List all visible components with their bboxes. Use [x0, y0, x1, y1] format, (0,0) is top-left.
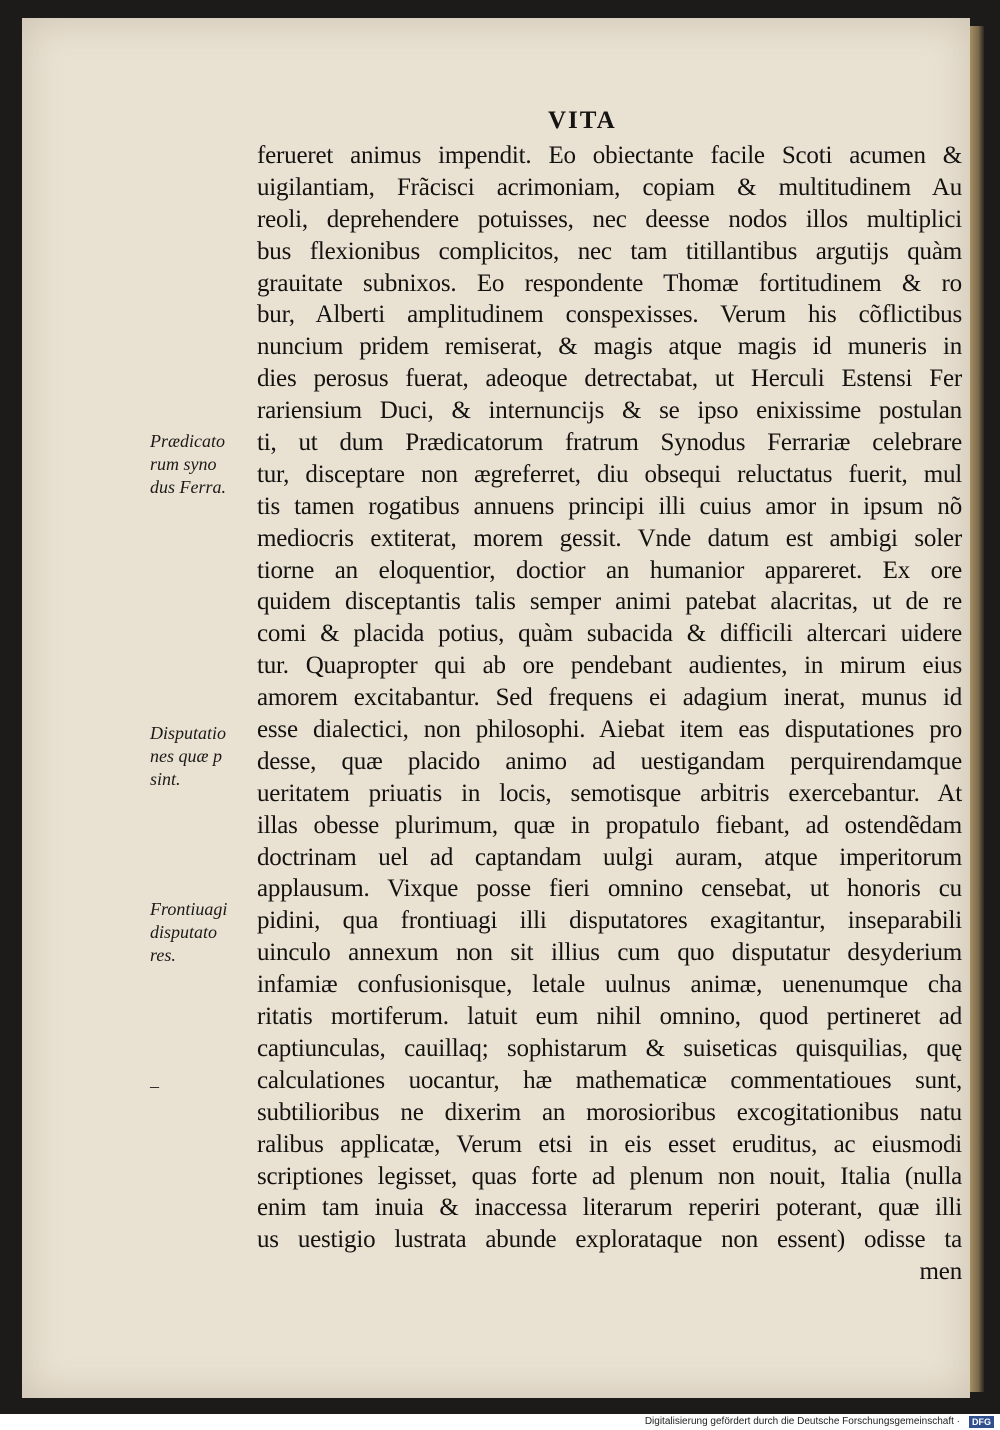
marginal-note-synodus: [150, 430, 254, 499]
text-line: doctrinam uel ad captandam uulgi auram, atque imperitorum: [257, 843, 962, 871]
text-line: uigilantiam, Frãcisci acrimoniam, copiam & multitudinem Au: [257, 173, 962, 201]
marginal-note-line: rum syno: [150, 454, 217, 474]
marginal-note-line: dus Ferra.: [150, 477, 226, 497]
text-line: tis tamen rogatibus annuens principi illi cuius amor in ipsum nõ: [257, 492, 962, 520]
text-line: infamiæ confusionisque, letale uulnus animæ, uenenumque cha: [257, 971, 962, 999]
marginal-note-line: Prædicato: [150, 431, 225, 451]
text-line: rariensium Duci, & internuncijs & se ipso enixissime postulan: [257, 397, 962, 425]
page-edge: [970, 26, 984, 1392]
text-line: bus flexionibus complicitos, nec tam titillantibus argutijs quàm: [257, 237, 962, 265]
marginal-note-frontiuagi: [150, 898, 254, 967]
text-line: subtilioribus ne dixerim an morosioribus excogitationibus natu: [257, 1098, 962, 1126]
text-line: esse dialectici, non philosophi. Aiebat item eas disputationes pro: [257, 716, 962, 744]
text-line: dies perosus fuerat, adeoque detrectabat, ut Herculi Estensi Fer: [257, 365, 962, 393]
dfg-logo: DFG: [969, 1416, 994, 1428]
marginal-note-line: res.: [150, 945, 176, 965]
text-line: enim tam inuia & inaccessa literarum reperiri poterant, quæ illi: [257, 1194, 962, 1222]
text-line: ueritatem priuatis in locis, semotisque arbitris exercebantur. At: [257, 779, 962, 807]
running-head: VITA: [548, 107, 617, 134]
text-line: tur, disceptare non ægreferret, diu obsequi reluctatus fuerit, mul: [257, 460, 962, 488]
catchword: men: [919, 1258, 962, 1286]
text-line: grauitate subnixos. Eo respondente Thomæ fortitudinem & ro: [257, 269, 962, 297]
text-line: pidini, qua frontiuagi illi disputatores exagitantur, inseparabili: [257, 907, 962, 935]
marginal-note-line: nes quæ p: [150, 746, 222, 766]
marginal-note-line: sint.: [150, 769, 181, 789]
text-line: ti, ut dum Prædicatorum fratrum Synodus Ferrariæ celebrare: [257, 429, 962, 457]
text-line: applausum. Vixque posse fieri omnino censebat, ut honoris cu: [257, 875, 962, 903]
marginal-note-disputationes: [150, 722, 254, 791]
text-line: nuncium pridem remiserat, & magis atque magis id muneris in: [257, 333, 962, 361]
text-line: bur, Alberti amplitudinem conspexisses. Verum his cõflictibus: [257, 301, 962, 329]
text-line: uinculo annexum non sit illius cum quo disputatur desyderium: [257, 939, 962, 967]
text-line: comi & placida potius, quàm subacida & difficili altercari uidere: [257, 620, 962, 648]
marginal-dash: –: [150, 1076, 159, 1096]
main-text-block: [257, 140, 962, 1288]
text-line: amorem excitabantur. Sed frequens ei adagium inerat, munus id: [257, 684, 962, 712]
marginal-note-line: disputato: [150, 922, 218, 942]
text-line: reoli, deprehendere potuisses, nec deesse nodos illos multiplici: [257, 205, 962, 233]
text-line: mediocris extiterat, morem gessit. Vnde datum est ambigi soler: [257, 524, 962, 552]
text-line: scriptiones legisset, quas forte ad plenum non nouit, Italia (nulla: [257, 1162, 962, 1190]
funding-credit: Digitalisierung gefördert durch die Deutsche Forschungsgemeinschaft ·: [644, 1416, 960, 1427]
text-line: illas obesse plurimum, quæ in propatulo fiebant, ad ostendẽdam: [257, 811, 962, 839]
text-line: us uestigio lustrata abunde explorataque non essent) odisse ta: [257, 1226, 962, 1254]
text-line: tur. Quapropter qui ab ore pendebant audientes, in mirum eius: [257, 652, 962, 680]
text-line: tiorne an eloquentior, doctior an humanior appareret. Ex ore: [257, 556, 962, 584]
marginal-note-line: Disputatio: [150, 723, 227, 743]
text-line: ralibus applicatæ, Verum etsi in eis esset eruditus, ac eiusmodi: [257, 1130, 962, 1158]
text-line: ritatis mortiferum. latuit eum nihil omnino, quod pertineret ad: [257, 1003, 962, 1031]
text-line: ferueret animus impendit. Eo obiectante facile Scoti acumen &: [257, 142, 962, 169]
marginal-note-line: Frontiuagi: [150, 899, 228, 919]
text-line: desse, quæ placido animo ad uestigandam perquirendamque: [257, 747, 962, 775]
text-line: quidem disceptantis talis semper animi patebat alacritas, ut de re: [257, 588, 962, 616]
text-line: captiunculas, cauillaq; sophistarum & suiseticas quisquilias, quę: [257, 1034, 962, 1062]
text-line: calculationes uocantur, hæ mathematicæ commentatioues sunt,: [257, 1066, 962, 1094]
